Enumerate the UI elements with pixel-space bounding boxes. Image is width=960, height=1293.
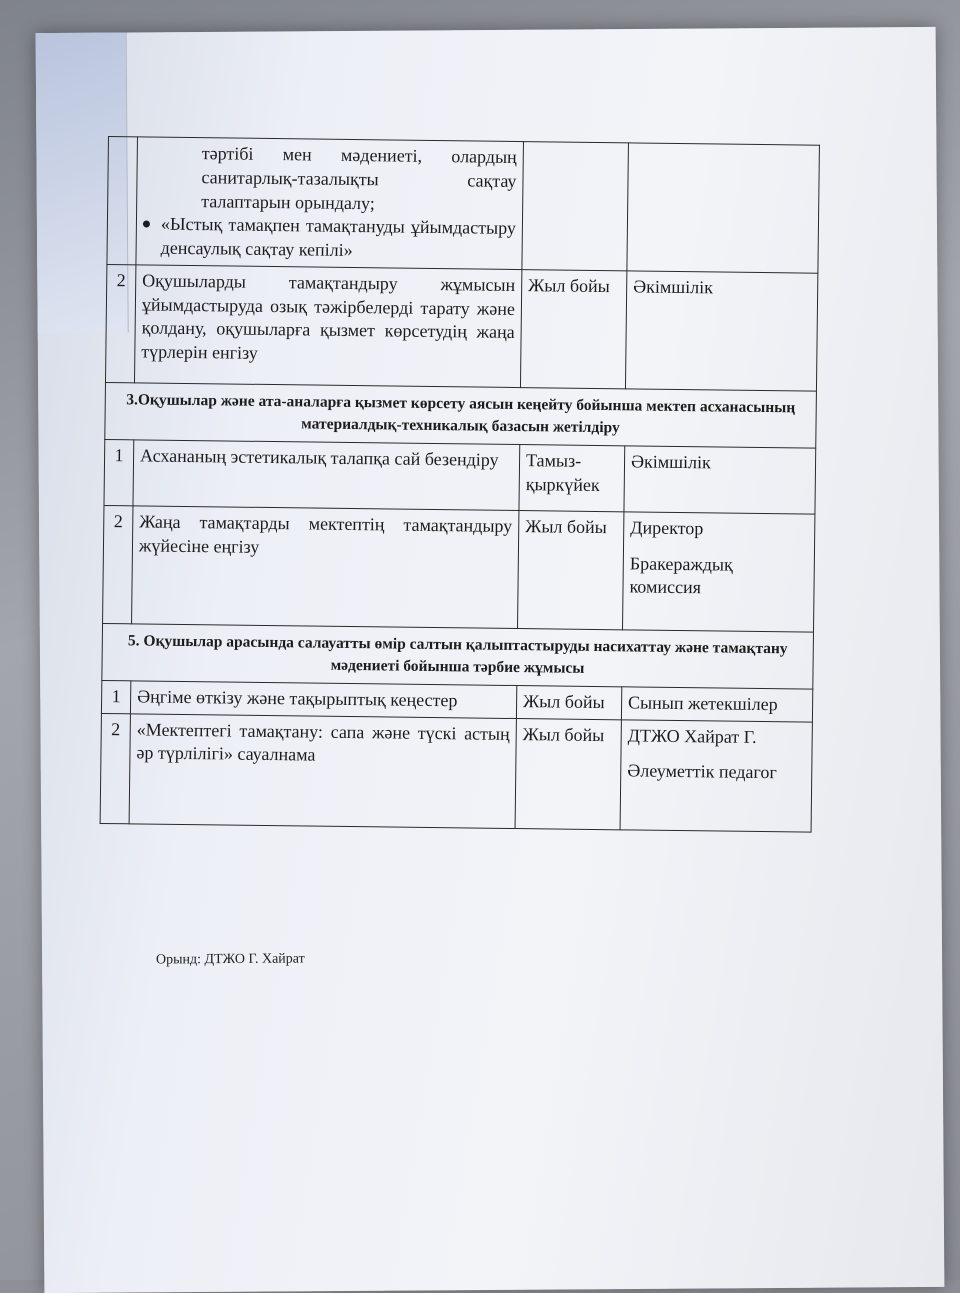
responsible-text: Директор: [630, 517, 704, 539]
bullet-item: [142, 213, 516, 265]
table-row: [100, 713, 812, 832]
responsible-text: Әкімшілік: [625, 271, 817, 391]
document-table-area: [100, 136, 820, 832]
period-cell: [522, 142, 629, 271]
table-row: [107, 137, 820, 273]
responsible-text: Сынып жетекшілер: [621, 687, 812, 722]
period-text: Жыл бойы: [515, 718, 621, 829]
responsible-cell: [627, 143, 820, 273]
activity-text: Асхананың эстетикалық талапқа сай безендіру: [133, 440, 520, 511]
responsible-text-secondary: Әлеуметтік педагог: [627, 760, 777, 783]
responsible-text: Әкімшілік: [624, 446, 816, 514]
period-text: Жыл бойы: [520, 269, 626, 388]
plan-table: [100, 136, 820, 832]
section-header-row: [105, 382, 817, 448]
row-number: 1: [101, 680, 130, 713]
responsible-text: ДТЖО Хайрат Г.: [627, 724, 757, 747]
bullet-dot-icon: [142, 213, 151, 261]
section-5-title: 5. Оқушылар арасында салауатты өмір салтын қалыптастыруды насихаттау және тамақтану мәдениеті бойынша тәрбие жұмысы: [102, 623, 814, 689]
table-row: [105, 264, 817, 391]
responsible-cell: [623, 512, 815, 632]
row-number: 2: [105, 264, 135, 382]
row-number-cell: [107, 137, 138, 265]
row-number: 2: [103, 505, 133, 623]
footer-executor-note: Орынд: ДТЖО Г. Хайрат: [155, 951, 305, 968]
responsible-cell: [620, 719, 812, 831]
activity-text: Әңгіме өткізу және тақырыптық кеңестер: [130, 681, 516, 718]
activity-text: Жаңа тамақтарды мектептің тамақтандыру жүйесіне еңгізу: [132, 506, 519, 629]
period-text: Тамыз-қыркүйек: [519, 444, 625, 511]
section-3-title: 3.Оқушылар және ата-аналарға қызмет көрсету аясын кеңейту бойынша мектеп асханасының материалдық-техникалық базасын жетілдіру: [105, 382, 817, 448]
row-number: 2: [100, 713, 130, 823]
continued-text: тәртібі мен мәдениеті, олардың санитарлық-тазалықты сақтау талаптарын орындалу;: [201, 143, 517, 213]
period-text: Жыл бойы: [518, 510, 624, 629]
responsible-text-secondary: Бракераждық комиссия: [629, 552, 733, 598]
table-row: [104, 439, 816, 514]
table-row: [103, 505, 815, 632]
activity-cell: [136, 137, 524, 269]
activity-text: «Мектептегі тамақтану: сапа және түскі астың әр түрлілігі» сауалнама: [129, 713, 516, 828]
section-header-row: [102, 623, 814, 689]
activity-text: Оқушыларды тамақтандыру жұмысын ұйымдастыруда озық тәжірбелерді тарату және қолдану, оқушыларға қызмет көрсетудің жаңа түрлерін енгізу: [134, 265, 521, 388]
row-number: 1: [104, 439, 134, 505]
period-text: Жыл бойы: [516, 685, 621, 719]
bullet-text: «Ыстық тамақпен тамақтануды ұйымдастыру денсаулық сақтау кепілі»: [160, 213, 517, 260]
